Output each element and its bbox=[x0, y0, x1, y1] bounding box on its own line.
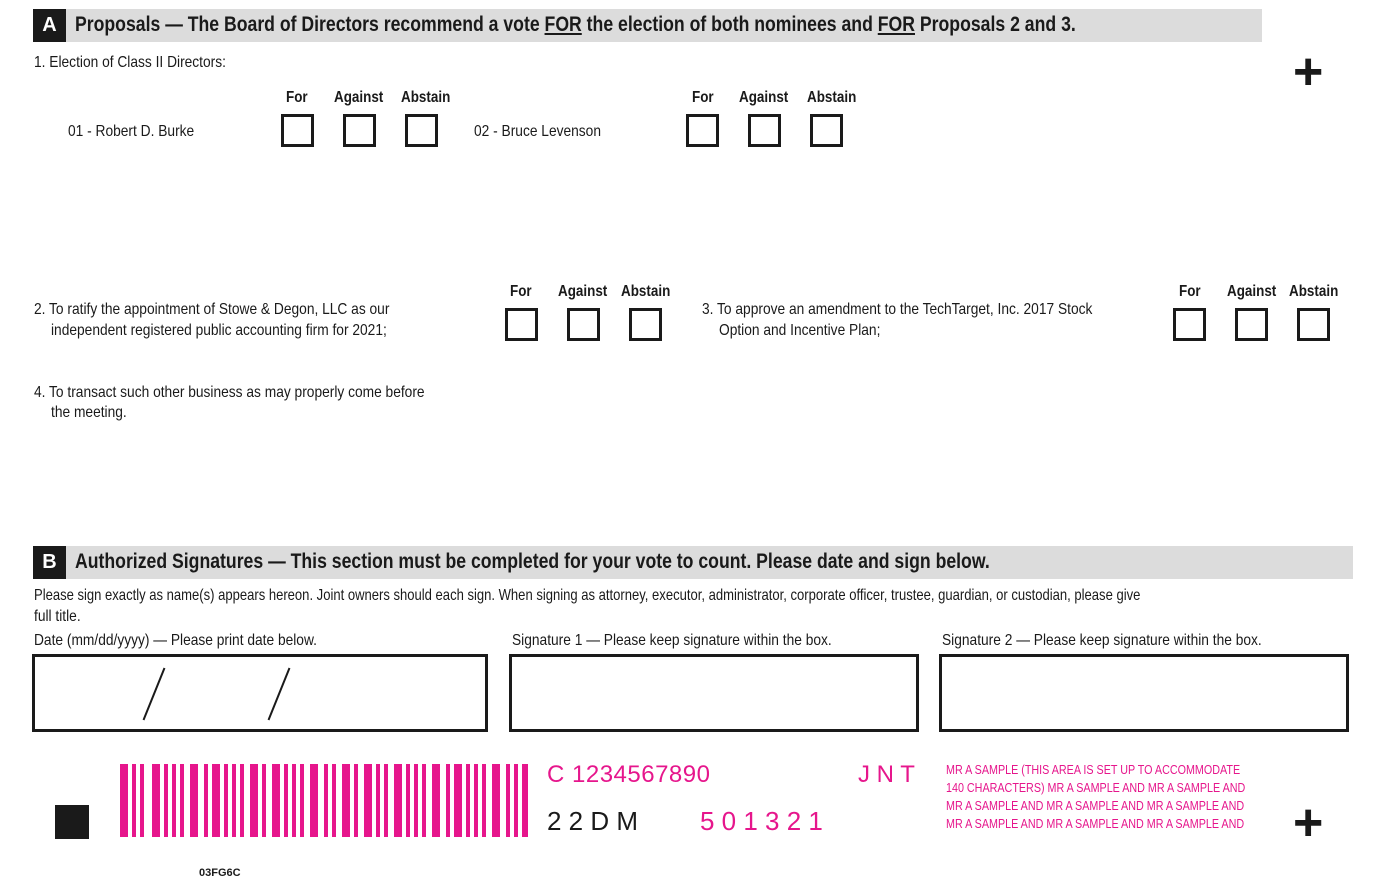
proposal-2-against-checkbox[interactable] bbox=[567, 308, 600, 341]
nominee-1-abstain-checkbox[interactable] bbox=[405, 114, 438, 147]
section-b-letter: B bbox=[33, 546, 66, 579]
section-a-letter: A bbox=[33, 9, 66, 42]
proposal-3-against-checkbox[interactable] bbox=[1235, 308, 1268, 341]
signature-instructions-line2: full title. bbox=[34, 608, 81, 625]
section-a-header bbox=[33, 9, 1262, 42]
shareholder-address-block bbox=[946, 761, 1294, 833]
nominee-1-against-checkbox[interactable] bbox=[343, 114, 376, 147]
nominee-2-abstain-checkbox[interactable] bbox=[810, 114, 843, 147]
registration-plus-icon: + bbox=[1293, 43, 1324, 101]
address-line-4: MR A SAMPLE AND MR A SAMPLE AND MR A SAMPLE AND bbox=[946, 817, 1245, 831]
proposal-2-for-checkbox[interactable] bbox=[505, 308, 538, 341]
nominee-1-abstain-label: Abstain bbox=[401, 89, 451, 106]
control-number: C 1234567890 bbox=[547, 761, 711, 788]
nominee-2-abstain-label: Abstain bbox=[807, 89, 857, 106]
proposal-4-text-line2: the meeting. bbox=[51, 404, 127, 421]
nominee-2-against-checkbox[interactable] bbox=[748, 114, 781, 147]
nominee-2-for-checkbox[interactable] bbox=[686, 114, 719, 147]
proposal-3-text-line1: 3. To approve an amendment to the TechTarget, Inc. 2017 Stock bbox=[702, 301, 1093, 318]
date-separator-slash-1 bbox=[143, 668, 166, 721]
account-type: J N T bbox=[858, 761, 915, 788]
proposal-2-text-line2: independent registered public accounting firm for 2021; bbox=[51, 322, 387, 339]
date-field[interactable] bbox=[32, 654, 488, 732]
proposal-3-for-label: For bbox=[1179, 283, 1201, 300]
address-line-1: MR A SAMPLE (THIS AREA IS SET UP TO ACCOMMODATE bbox=[946, 763, 1241, 777]
sequence-number: 5 0 1 3 2 1 bbox=[700, 806, 823, 836]
date-separator-slash-2 bbox=[268, 668, 291, 721]
nominee-1-against-label: Against bbox=[334, 89, 384, 106]
nominee-2-against-label: Against bbox=[739, 89, 789, 106]
address-line-3: MR A SAMPLE AND MR A SAMPLE AND MR A SAMPLE AND bbox=[946, 799, 1245, 813]
signature-1-label: Signature 1 — Please keep signature within the box. bbox=[512, 632, 832, 649]
section-b-title: Authorized Signatures — This section must be completed for your vote to count. Please date and sign below. bbox=[75, 550, 990, 573]
nominee-2-name: 02 - Bruce Levenson bbox=[474, 123, 601, 140]
proposal-4-text-line1: 4. To transact such other business as may properly come before bbox=[34, 384, 425, 401]
nominee-1-for-label: For bbox=[286, 89, 308, 106]
nominee-1-name: 01 - Robert D. Burke bbox=[68, 123, 195, 140]
proposal-3-text-line2: Option and Incentive Plan; bbox=[719, 322, 881, 339]
date-label: Date (mm/dd/yyyy) — Please print date below. bbox=[34, 632, 317, 649]
signature-1-field[interactable] bbox=[509, 654, 919, 732]
address-line-2: 140 CHARACTERS) MR A SAMPLE AND MR A SAMPLE AND bbox=[946, 781, 1246, 795]
proposal-2-abstain-label: Abstain bbox=[621, 283, 671, 300]
signature-2-label: Signature 2 — Please keep signature within the box. bbox=[942, 632, 1262, 649]
proposal-2-against-label: Against bbox=[558, 283, 608, 300]
routing-code: 2 2 D M bbox=[547, 806, 639, 836]
proposal-3-against-label: Against bbox=[1227, 283, 1277, 300]
signature-instructions-line1: Please sign exactly as name(s) appears hereon. Joint owners should each sign. When signing as attorney, executor, administrator, corporate officer, trustee, guardian, or custodian, please give bbox=[34, 587, 1141, 604]
registration-mark-square bbox=[55, 805, 89, 839]
barcode bbox=[120, 764, 530, 837]
proposal-2-for-label: For bbox=[510, 283, 532, 300]
registration-plus-icon-bottom: + bbox=[1293, 794, 1324, 852]
proposal-2-text-line1: 2. To ratify the appointment of Stowe & Degon, LLC as our bbox=[34, 301, 390, 318]
section-b-header bbox=[33, 546, 1353, 579]
proposal-3-for-checkbox[interactable] bbox=[1173, 308, 1206, 341]
nominee-2-for-label: For bbox=[692, 89, 714, 106]
proposal-2-abstain-checkbox[interactable] bbox=[629, 308, 662, 341]
proposal-3-abstain-checkbox[interactable] bbox=[1297, 308, 1330, 341]
form-code: 03FG6C bbox=[199, 867, 241, 879]
signature-2-field[interactable] bbox=[939, 654, 1349, 732]
proposal-1-heading: 1. Election of Class II Directors: bbox=[34, 54, 226, 71]
nominee-1-for-checkbox[interactable] bbox=[281, 114, 314, 147]
section-a-title: Proposals — The Board of Directors recommend a vote FOR the election of both nominees and FOR Proposals 2 and 3. bbox=[75, 13, 1076, 36]
proposal-3-abstain-label: Abstain bbox=[1289, 283, 1339, 300]
